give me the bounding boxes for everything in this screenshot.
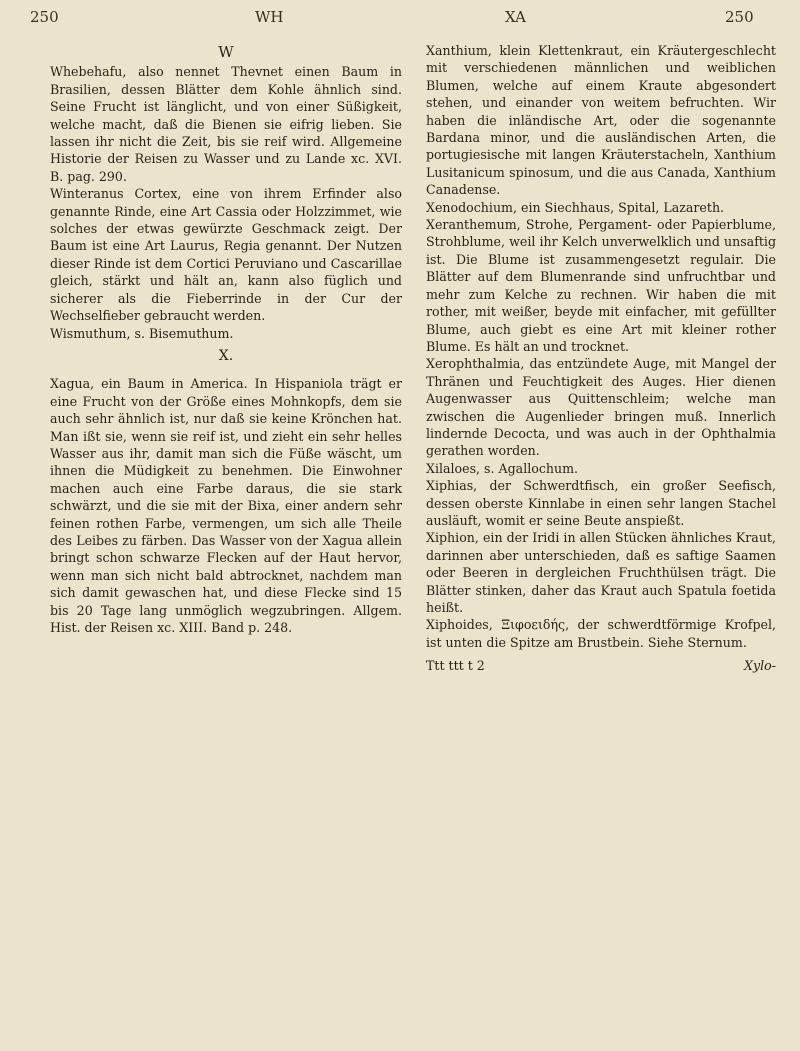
entry-whebehafu: Whebehafu, also nennet Thevnet einen Baum in Brasilien, dessen Blätter dem Kohle ähnlich sind. Seine Frucht ist länglicht, und von einer Süßigkeit, welche macht, daß die Bienen sie eifrig lieben. Sie lassen ihr nicht die Zeit, bis sie reif wird. Allgemeine Historie der Reisen zu Wasser und zu Lande xc. XVI. B. pag. 290. bbox=[50, 64, 402, 184]
entry-xeranthemum: Xeranthemum, Strohe, Pergament- oder Papierblume, Strohblume, weil ihr Kelch unverwelklich und unsaftig ist. Die Blume ist zusammengesetzt regulair. Die Blätter auf dem Blumenrande sind unfruchtbar und mehr zum Kelche zu rechnen. Wir haben die mit rother, mit weißer, beyde mit einfacher, mit gefüllter Blume, auch giebt es eine Art mit kleiner rother Blume. Es hält an und trocknet. bbox=[426, 217, 776, 354]
page-number-left: 250 bbox=[30, 8, 59, 26]
entry-xanthium: Xanthium, klein Klettenkraut, ein Kräutergeschlecht mit verschiedenen männlichen und weiblichen Blumen, welche auf einem Kraute abgesondert stehen, und einander von weitem befruchten. Wir haben die inländische Art, oder die sogenannte Bardana minor, und die ausländischen Arten, die portugiesische mit langen Kräuterstacheln, Xanthium Lusitanicum spinosum, und die aus Canada, Xanthium Canadense. bbox=[426, 43, 776, 198]
running-head-right: XA bbox=[505, 8, 526, 26]
right-column bbox=[426, 42, 776, 675]
entry-xiphion: Xiphion, ein der Iridi in allen Stücken ähnliches Kraut, darinnen aber unterschieden, daß es saftige Saamen oder Beeren in dergleichen Fruchthülsen trägt. Die Blätter stinken, daher das Kraut auch Spatula foetida heißt. bbox=[426, 530, 776, 615]
section-letter-x: X. bbox=[218, 347, 234, 364]
entry-wismuthum: Wismuthum, s. Bisemuthum. bbox=[50, 325, 234, 341]
entry-winteranus: Winteranus Cortex, eine von ihrem Erfinder also genannte Rinde, eine Art Cassia oder Holzzimmet, wie solches der etwas gewürzte Geschmack zeigt. Der Baum ist eine Art Laurus, Regia genannt. Der Nutzen dieser Rinde ist dem Cortici Peruviano und Cascarillae gleich, stärkt und hält an, kann also füglich und sicherer als die Fieberrinde in der Cur der Wechselfieber gebraucht werden. bbox=[50, 186, 402, 324]
entry-xiphias: Xiphias, der Schwerdtfisch, ein großer Seefisch, dessen oberste Kinnlabe in einen sehr langen Stachel ausläuft, womit er seine Beute anspießt. bbox=[426, 478, 776, 528]
section-letter-w: W bbox=[218, 43, 234, 61]
entry-xagua: Xagua, ein Baum in America. In Hispaniola trägt er eine Frucht von der Größe eines Mohnkopfs, dem sie auch sehr ähnlich ist, nur daß sie keine Krönchen hat. Man ißt sie, wenn sie reif ist, und zieht ein sehr helles Wasser aus ihr, damit man sich die Füße wäscht, um ihnen die Müdigkeit zu benehmen. Die Einwohner machen auch eine Farbe daraus, die sie stark schwärzt, und die sie mit der Bixa, einer andern sehr feinen rothen Farbe, vermengen, um sich alle Theile des Leibes zu färben. Das Wasser von der Xagua allein bringt schon schwarze Flecken auf der Haut hervor, wenn man sich nicht bald abtrocknet, nachdem man sich damit gewaschen hat, und diese Flecke sind 15 bis 20 Tage lang unmöglich wegzubringen. Allgem. Hist. der Reisen xc. XIII. Band p. 248. bbox=[50, 376, 402, 635]
signature-mark: Ttt ttt t 2 bbox=[426, 658, 485, 674]
entry-xilaloes: Xilaloes, s. Agallochum. bbox=[426, 460, 579, 476]
catchword: Xylo- bbox=[744, 658, 776, 674]
entry-xerophthalmia: Xerophthalmia, das entzündete Auge, mit Mangel der Thränen und Feuchtigkeit des Auges. Hier dienen Augenwasser aus Quittenschleim; welche man zwischen die Augenlieder bringen muß. Innerlich lindernde Decocta, und was auch in der Ophthalmia gerathen worden. bbox=[426, 356, 776, 459]
entry-xiphoides: Xiphoides, Ξιφοειδής, der schwerdtförmige Krofpel, ist unten die Spitze am Brustbein. Siehe Sternum. bbox=[426, 617, 776, 650]
left-column bbox=[50, 42, 402, 636]
page-number-right: 250 bbox=[725, 8, 754, 26]
running-head-left: WH bbox=[255, 8, 284, 26]
entry-xenodochium: Xenodochium, ein Siechhaus, Spital, Lazareth. bbox=[426, 199, 725, 215]
